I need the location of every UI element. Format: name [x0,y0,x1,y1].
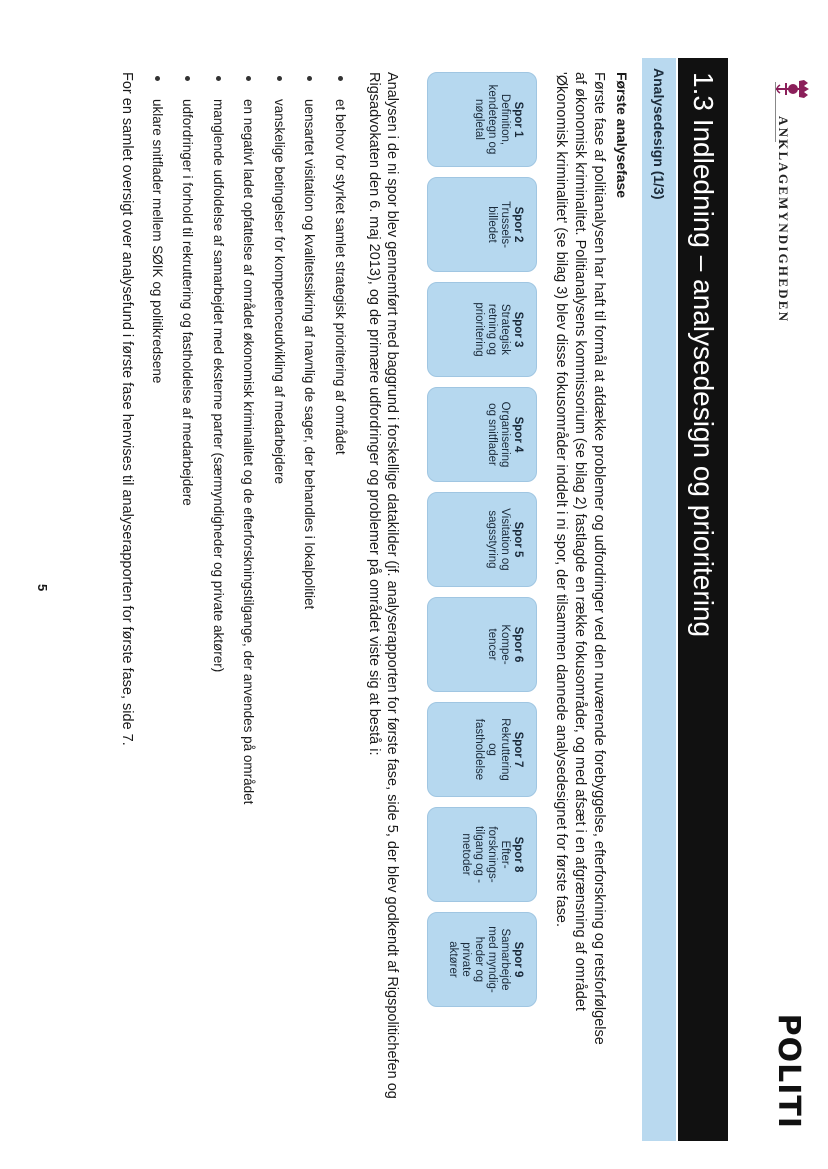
intro-paragraph: Første fase af politianalysen har haft til formål at afdække problemer og udfordringer ved den nuværende forebyggelse, efterforskning og retsforfølgelse af økonomisk kriminalitet. Politianalysens kommissorium (se bilag 2) fastlagde en række fokusområder, og med afsæt i en afgrænsning af området 'Økonomisk kriminalitet' (se bilag 3) blev disse fokusområder inddelt i ni spor, der tilsammen dannede analysedesignet for første fase. [553,72,607,1045]
track-name: Spor 5 [512,521,524,558]
closing-paragraph: For en samlet oversigt over analysefund i første fase henvises til analyserapporten for første fase, side 7. [119,72,136,746]
list-item [240,72,258,1132]
track-name: Spor 4 [512,416,524,453]
bullet-icon [247,76,252,81]
track-box [427,282,537,377]
list-item [179,72,197,1132]
brand-name: ANKLAGEMYNDIGHEDEN [776,116,791,324]
list-item [301,72,319,1132]
page-number: 5 [35,584,50,592]
track-description: Rekruttering og fastholdelse [473,718,511,781]
track-name: Spor 8 [512,836,524,873]
track-box [427,387,537,482]
list-item-text: et behov for styrket samlet strategisk prioritering af området [333,99,348,455]
bullet-icon [155,76,160,81]
track-name: Spor 6 [512,626,524,663]
track-description: Visitation og sagsstyring [486,508,511,571]
list-item-text: uklare snitflader mellem SØIK og politikredsene [150,99,165,384]
track-box [427,492,537,587]
track-description: Efter- forsknings- tilgang og - metoder [460,826,511,883]
brand-divider [775,82,776,142]
list-item [209,72,227,1132]
section-heading: Første analysefase [614,72,630,199]
track-description: Strategisk retning og prioritering [473,302,511,357]
list-item-text: uensartet visitation og kvalitetssikring af navnlig de sager, der behandles i lokalpolitiet [302,99,318,610]
track-name: Spor 1 [512,101,524,138]
track-description: Organisering og snitflader [486,401,511,468]
track-box [427,912,537,1007]
track-box [427,807,537,902]
list-item-text: vanskelige betingelser for kompetenceudvikling af medarbejdere [272,99,287,484]
track-box [427,177,537,272]
track-description: Definition, kendetegn og nøgletal [473,84,511,155]
bullet-icon [308,76,313,81]
track-box [427,597,537,692]
section-subtitle: Analysedesign (1/3) [642,58,676,1141]
track-name: Spor 7 [512,731,524,768]
crown-crest-icon [770,74,810,104]
track-list [427,72,537,1132]
track-box [427,702,537,797]
track-name: Spor 2 [512,206,524,243]
bullet-icon [338,76,343,81]
track-description: Samarbejde med myndig- heder og private aktører [447,926,511,993]
politi-logo: POLITI [771,1013,806,1129]
bullet-icon [186,76,191,81]
track-description: Trussels- billedet [486,201,511,248]
page-title: 1.3 Indledning – analysedesign og prioritering [678,58,728,1141]
list-item-text: manglende udfoldelse af samarbejdet med eksterne parter (særmyndigheder og private aktører) [211,99,226,673]
analysis-paragraph: Analysen i de ni spor blev gennemført med baggrund i forskellige datakilder (jf. analyserapporten for første fase, side 5, der blev godkendt af Rigspolitichefen og Rigsadvokaten den 6. maj 2013), og de primære udfordringer og problemer på området viste sig at bestå i: [366,72,400,1099]
list-item-text: en negativt ladet opfattelse af området økonomisk kriminalitet og de efterforskningstilgange, der anvendes på området [241,99,257,805]
list-item-text: udfordringer i forhold til rekruttering og fastholdelse af medarbejdere [180,99,196,506]
list-item [270,72,288,1132]
track-name: Spor 9 [512,941,524,978]
header-brand [770,74,810,323]
findings-list [148,72,349,1132]
main-content [120,72,631,1132]
track-name: Spor 3 [512,311,524,348]
track-box [427,72,537,167]
bullet-icon [216,76,221,81]
list-item [148,72,166,1132]
track-description: Kompe- tencer [486,624,511,665]
bullet-icon [277,76,282,81]
list-item [331,72,349,1132]
